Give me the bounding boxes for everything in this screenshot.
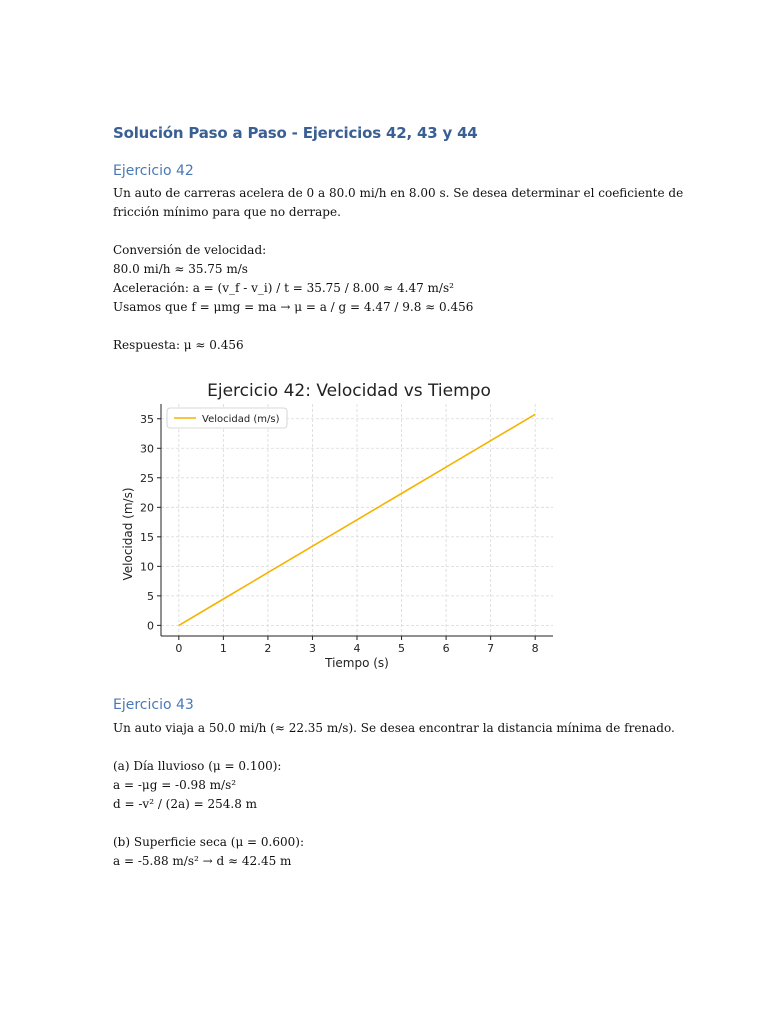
case-a-distance: d = -v² / (2a) = 254.8 m — [113, 797, 258, 811]
x-tick-label: 5 — [398, 642, 406, 655]
x-tick-label: 8 — [531, 642, 539, 655]
y-tick-label: 15 — [140, 530, 154, 544]
x-tick-label: 4 — [353, 642, 361, 655]
exercise-42-statement-line-1: Un auto de carreras acelera de 0 a 80.0 mi/h en 8.00 s. Se desea determinar el coeficiente de — [113, 186, 684, 200]
y-axis-label: Velocidad (m/s) — [121, 487, 135, 581]
case-b-label: (b) Superficie seca (μ = 0.600): — [113, 835, 304, 849]
velocity-time-chart — [113, 368, 565, 678]
exercise-43-body — [113, 719, 673, 871]
y-tick-label: 5 — [147, 589, 154, 603]
velocity-conversion-label: Conversión de velocidad: — [113, 243, 267, 257]
chart-svg — [113, 368, 565, 678]
chart-axes — [140, 404, 553, 655]
exercise-43-heading: Ejercicio 43 — [113, 697, 194, 713]
exercise-43-statement: Un auto viaja a 50.0 mi/h (≈ 22.35 m/s). Se desea encontrar la distancia mínima de frenado. — [113, 721, 675, 735]
acceleration-formula: Aceleración: a = (v_f - v_i) / t = 35.75 / 8.00 ≈ 4.47 m/s² — [113, 281, 454, 295]
x-tick-label: 6 — [442, 642, 450, 655]
document-title: Solución Paso a Paso - Ejercicios 42, 43 y 44 — [113, 124, 478, 142]
x-tick-label: 1 — [219, 642, 227, 655]
x-tick-label: 2 — [264, 642, 272, 655]
case-a-acceleration: a = -μg = -0.98 m/s² — [113, 778, 237, 792]
case-a-label: (a) Día lluvioso (μ = 0.100): — [113, 759, 282, 773]
exercise-42-statement-line-2: fricción mínimo para que no derrape. — [113, 205, 341, 219]
y-tick-label: 0 — [147, 619, 154, 633]
x-tick-label: 0 — [175, 642, 183, 655]
x-tick-label: 3 — [308, 642, 316, 655]
x-axis-label: Tiempo (s) — [325, 656, 389, 670]
y-tick-label: 35 — [140, 412, 154, 426]
velocity-conversion-value: 80.0 mi/h ≈ 35.75 m/s — [113, 262, 248, 276]
case-b-result: a = -5.88 m/s² → d ≈ 42.45 m — [113, 854, 292, 868]
friction-formula: Usamos que f = μmg = ma → μ = a / g = 4.47 / 9.8 ≈ 0.456 — [113, 300, 474, 314]
exercise-42-heading: Ejercicio 42 — [113, 163, 194, 179]
y-tick-label: 25 — [140, 471, 154, 485]
chart-title: Ejercicio 42: Velocidad vs Tiempo — [207, 381, 491, 401]
y-tick-label: 20 — [140, 501, 154, 515]
chart-legend — [167, 408, 287, 428]
exercise-42-body — [113, 184, 684, 355]
exercise-42-answer: Respuesta: μ ≈ 0.456 — [113, 338, 244, 352]
x-tick-label: 7 — [487, 642, 495, 655]
y-tick-label: 10 — [140, 560, 154, 574]
legend-label: Velocidad (m/s) — [202, 414, 280, 425]
y-tick-label: 30 — [140, 442, 154, 456]
